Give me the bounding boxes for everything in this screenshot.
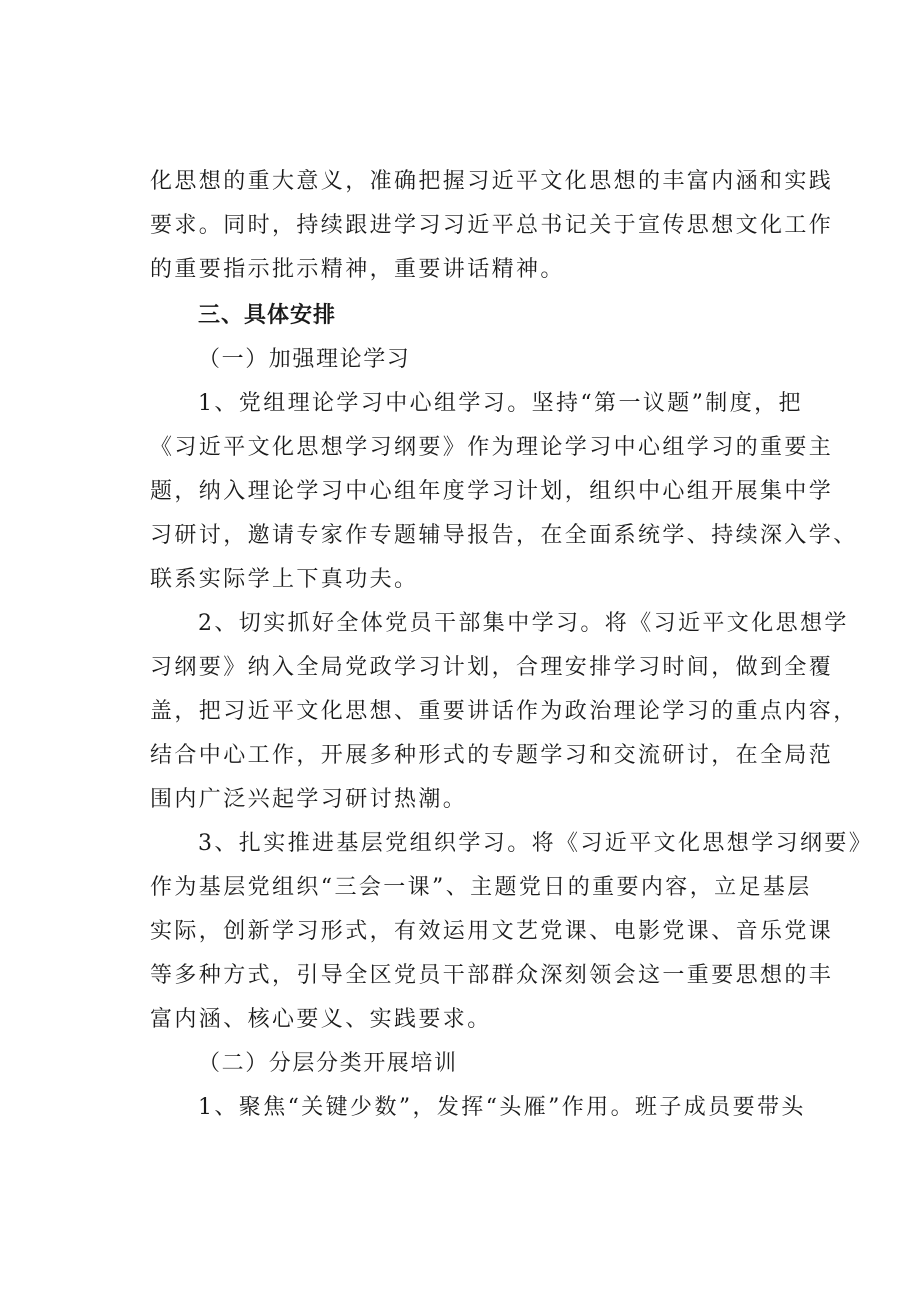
- paragraph-line: 习纲要》纳入全局党政学习计划，合理安排学习时间，做到全覆: [150, 655, 834, 680]
- paragraph-line: 实际，创新学习形式，有效运用文艺党课、电影党课、音乐党课: [150, 919, 834, 944]
- paragraph-line: 联系实际学上下真功夫。: [150, 567, 419, 592]
- subsection-heading: （一）加强理论学习: [198, 347, 411, 372]
- paragraph-line: 的重要指示批示精神，重要讲话精神。: [150, 257, 565, 282]
- paragraph-line: 要求。同时，持续跟进学习习近平总书记关于宣传思想文化工作: [150, 213, 834, 238]
- paragraph-line: 富内涵、核心要义、实践要求。: [150, 1007, 492, 1032]
- paragraph-line: 题，纳入理论学习中心组年度学习计划，组织中心组开展集中学: [150, 479, 834, 504]
- section-heading: 三、具体安排: [198, 303, 337, 328]
- paragraph-line: 1、党组理论学习中心组学习。坚持“第一议题”制度，把: [198, 391, 803, 416]
- paragraph-line: 围内广泛兴起学习研讨热潮。: [150, 787, 468, 812]
- paragraph-line: 习研讨，邀请专家作专题辅导报告，在全面系统学、持续深入学、: [150, 523, 858, 548]
- paragraph-line: 《习近平文化思想学习纲要》作为理论学习中心组学习的重要主: [150, 435, 834, 460]
- paragraph-line: 1、聚焦“关键少数”，发挥“头雁”作用。班子成员要带头: [198, 1095, 806, 1120]
- paragraph-line: 2、切实抓好全体党员干部集中学习。将《习近平文化思想学: [198, 611, 849, 636]
- paragraph-line: 3、扎实推进基层党组织学习。将《习近平文化思想学习纲要》: [198, 831, 874, 856]
- paragraph-line: 作为基层党组织“三会一课”、主题党日的重要内容，立足基层: [150, 875, 812, 900]
- paragraph-line: 盖，把习近平文化思想、重要讲话作为政治理论学习的重点内容，: [150, 699, 858, 724]
- paragraph-line: 等多种方式，引导全区党员干部群众深刻领会这一重要思想的丰: [150, 963, 834, 988]
- paragraph-line: 化思想的重大意义，准确把握习近平文化思想的丰富内涵和实践: [150, 169, 834, 194]
- subsection-heading: （二）分层分类开展培训: [198, 1051, 458, 1076]
- paragraph-line: 结合中心工作，开展多种形式的专题学习和交流研讨，在全局范: [150, 743, 834, 768]
